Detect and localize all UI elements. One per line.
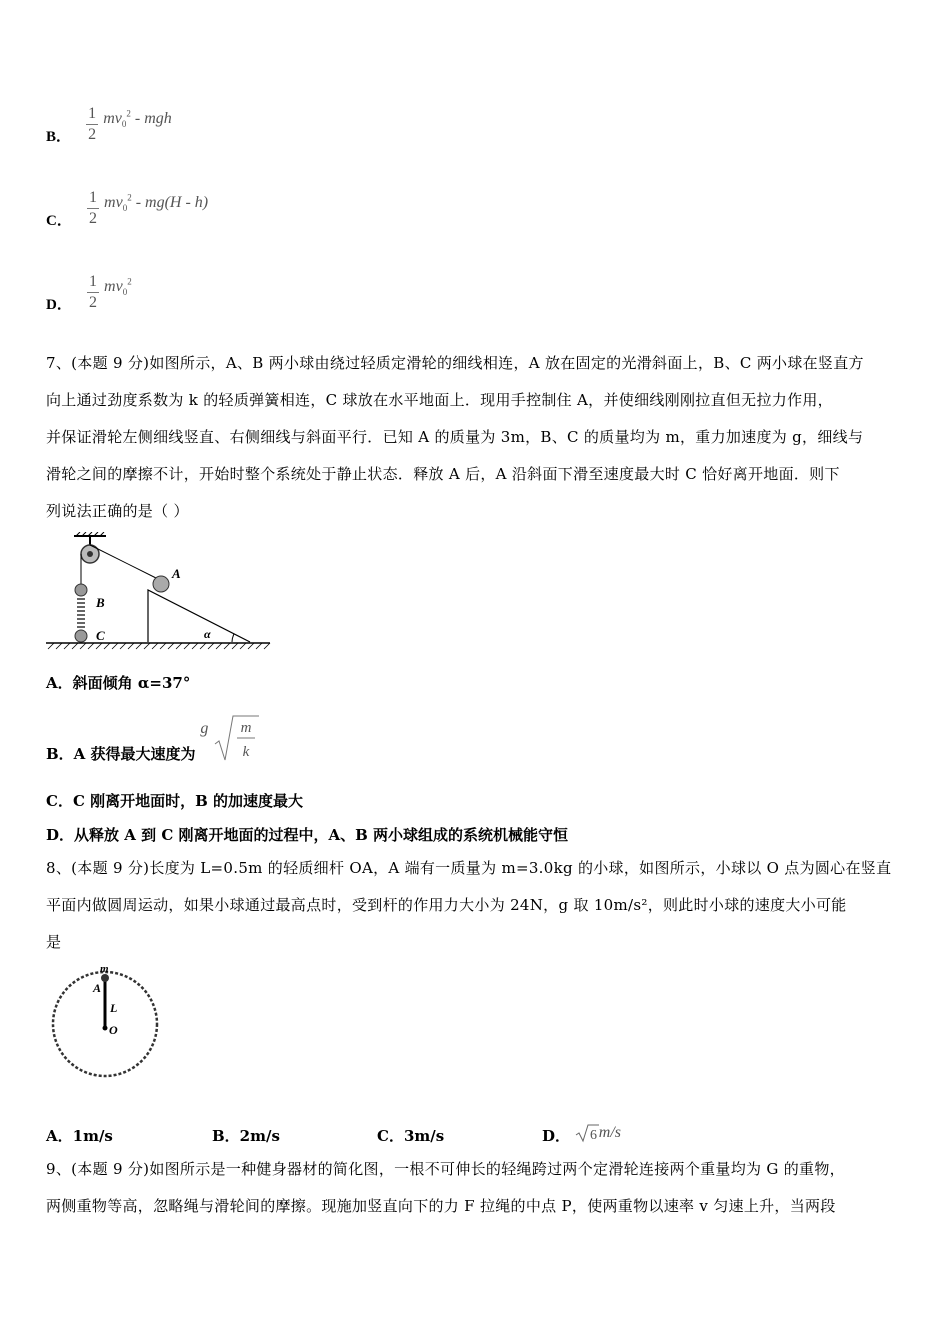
option-label: D．: [542, 1127, 571, 1145]
sqrt-expression: g m k: [200, 714, 259, 764]
q7-line: 滑轮之间的摩擦不计，开始时整个系统处于静止状态．释放 A 后，A 沿斜面下滑至速度最大时 C 恰好离开地面．则下: [46, 465, 840, 483]
svg-text:k: k: [242, 744, 250, 760]
label-b: B: [96, 595, 105, 610]
q8-line: 平面内做圆周运动，如果小球通过最高点时，受到杆的作用力大小为 24N，g 取 10m/s²，则此时小球的速度大小可能: [46, 896, 847, 914]
q9-line: 9、(本题 9 分)如图所示是一种健身器材的简化图，一根不可伸长的轻绳跨过两个定滑轮连接两个重量均为 G 的重物，: [46, 1160, 845, 1178]
q8-option-d[interactable]: [542, 1121, 621, 1143]
svg-text:m: m: [240, 720, 252, 736]
q7-option-b[interactable]: [46, 708, 259, 763]
q7-option-c[interactable]: [46, 790, 303, 811]
option-label: D．: [46, 297, 72, 313]
option-text: C．C 刚离开地面时，B 的加速度最大: [46, 792, 304, 810]
option-text: A．1m/s: [46, 1127, 113, 1145]
q9-line: 两侧重物等高，忽略绳与滑轮间的摩擦。现施加竖直向下的力 F 拉绳的中点 P，使两重物以速率 v 匀速上升，当两段: [46, 1197, 836, 1215]
q7-line: 并保证滑轮左侧细线竖直、右侧细线与斜面平行．已知 A 的质量为 3m，B、C 的质量均为 m，重力加速度为 g，细线与: [46, 428, 864, 446]
label-l: L: [110, 1001, 118, 1015]
option-label: C．: [46, 213, 72, 229]
q8-line: 8、(本题 9 分)长度为 L=0.5m 的轻质细杆 OA，A 端有一质量为 m=3.0kg 的小球，如图所示，小球以 O 点为圆心在竖直: [46, 859, 892, 877]
label-c: C: [96, 628, 105, 643]
q7-option-d[interactable]: [46, 824, 568, 845]
label-o: O: [109, 1023, 118, 1037]
label-a: A: [172, 566, 181, 581]
q7-line: 向上通过劲度系数为 k 的轻质弹簧相连，C 球放在水平地面上．现用手控制住 A，并使细线刚刚拉直但无拉力作用，: [46, 391, 833, 409]
q7-line: 列说法正确的是（ ）: [46, 502, 189, 520]
fraction: $\frac{1}{2}$: [88, 189, 97, 227]
q9-stem: [46, 1151, 916, 1225]
q7-stem: [46, 345, 916, 530]
q8-figure-circle-rod: [44, 962, 164, 1092]
option-label: B．: [46, 129, 72, 145]
sqrt-icon: [575, 1123, 599, 1143]
label-alpha: α: [204, 627, 211, 641]
formula: $mv_0^2 - mg(H - h)$: [104, 192, 209, 214]
option-text: B．2m/s: [212, 1127, 280, 1145]
formula: $mv_0^2$: [104, 276, 132, 298]
q8-line: 是: [46, 933, 62, 951]
q7-line: 7、(本题 9 分)如图所示，A、B 两小球由绕过轻质定滑轮的细线相连，A 放在固定的光滑斜面上，B、C 两小球在竖直方: [46, 354, 864, 372]
q7-option-a[interactable]: [46, 672, 190, 693]
q8-option-a[interactable]: [46, 1125, 113, 1146]
q6-option-c[interactable]: [46, 188, 208, 229]
q6-option-d[interactable]: [46, 272, 132, 313]
q6-option-b[interactable]: [46, 104, 172, 145]
q8-option-b[interactable]: [212, 1125, 280, 1146]
label-m: m: [100, 963, 109, 975]
sqrt-icon: [213, 714, 259, 764]
fraction: $\frac{1}{2}$: [88, 273, 97, 311]
q7-figure-pulley-incline: [44, 532, 274, 656]
svg-text:6: 6: [589, 1128, 597, 1143]
option-text: C．3m/s: [377, 1127, 445, 1145]
unit: m/s: [598, 1124, 622, 1141]
q8-stem: [46, 850, 916, 961]
formula: $mv_0^2$ - mgh: [103, 108, 172, 130]
fraction: $\frac{1}{2}$: [88, 105, 97, 143]
option-text: B．A 获得最大速度为: [46, 745, 196, 763]
option-text: D．从释放 A 到 C 刚离开地面的过程中，A、B 两小球组成的系统机械能守恒: [46, 826, 569, 844]
option-text: A．斜面倾角 α=37°: [46, 674, 191, 692]
label-a: A: [93, 981, 102, 995]
q8-option-c[interactable]: [377, 1125, 444, 1146]
